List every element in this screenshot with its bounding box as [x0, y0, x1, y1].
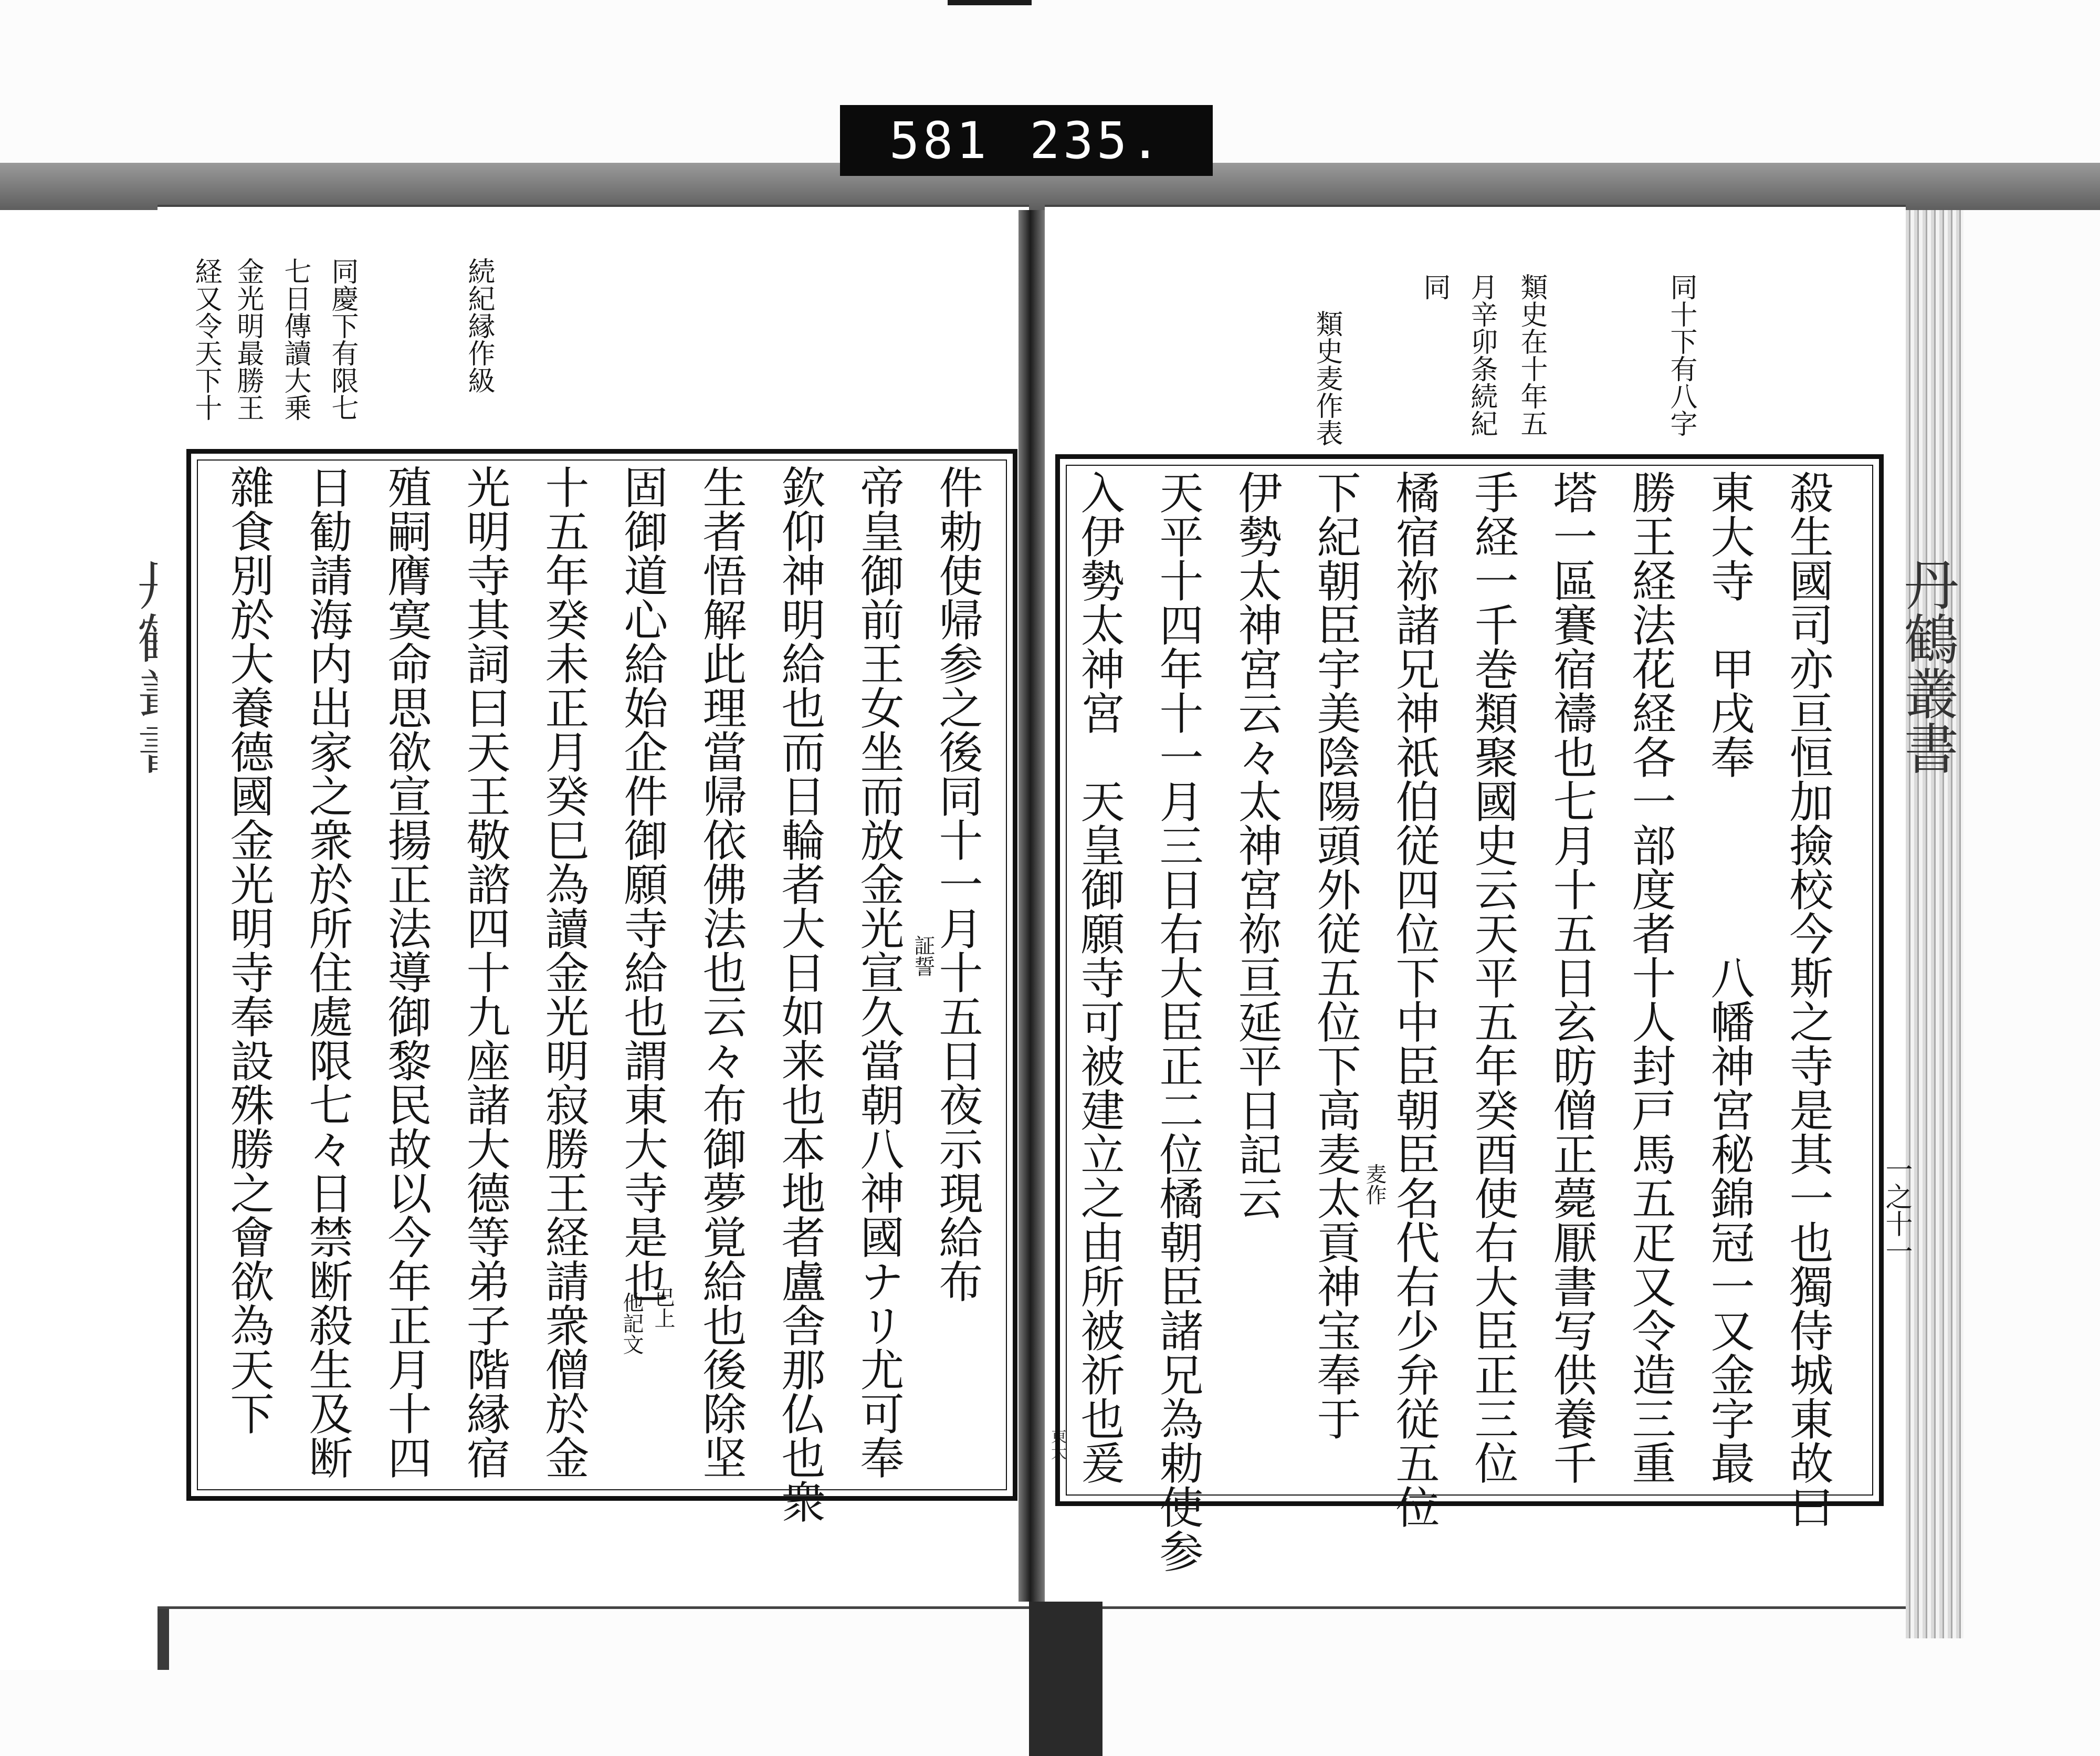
- left-head-note-2: 同慶下有限七: [327, 257, 358, 421]
- left-head-note-3: 七日傳讀大乗: [279, 257, 311, 421]
- right-line-7: 下紀朝臣宇美陰陽頭外従五位下高麦太貢神宝奉于: [1310, 470, 1361, 1440]
- bottom-shadow: [1029, 1602, 1102, 1756]
- left-line-2: 帝皇御前王女坐而放金光宣久當朝八神國ナリ尤可奉: [853, 465, 905, 1479]
- left-head-note-4: 金光明最勝王: [232, 257, 264, 421]
- right-line-6: 橘宿祢諸兄神祇伯従四位下中臣朝臣名代右少弁従五位: [1389, 470, 1440, 1529]
- right-head-note-4: 同: [1419, 273, 1450, 300]
- gutter-note: 東大: [1048, 1428, 1066, 1460]
- left-interlinear-note-2: 他記文: [620, 1292, 644, 1355]
- left-line-5: 固御道心給始企件御願寺給也謂東大寺是也: [617, 465, 668, 1303]
- left-line-1: 件勅使帰参之後同十一月十五日夜示現給布: [932, 465, 983, 1303]
- left-interlinear-note-3: 証誓: [911, 935, 935, 977]
- left-line-10: 雜食別於大養德國金光明寺奉設殊勝之會欲為天下: [223, 465, 275, 1435]
- left-line-7: 光明寺其詞曰天王敬諮四十九座諸大德等弟子階縁宿: [459, 465, 511, 1479]
- left-head-note-5: 経又令天下十: [190, 257, 222, 421]
- right-line-9: 天平十四年十一月三日右大臣正二位橘朝臣諸兄為勅使参: [1152, 470, 1204, 1573]
- right-line-5: 手経一千巻類聚國史云天平五年癸酉使右大臣正三位: [1467, 470, 1519, 1485]
- left-interlinear-note-1: 已上: [651, 1287, 675, 1329]
- right-binding-title: 丹鶴叢書: [1895, 557, 1959, 775]
- film-label-left: 581: [889, 111, 990, 170]
- right-interlinear-note: 麦作: [1362, 1163, 1387, 1205]
- right-line-4: 塔一區賽宿禱也七月十五日玄昉僧正薨厭書写供養千: [1546, 470, 1598, 1485]
- right-head-note-3: 月辛卯条続紀: [1466, 273, 1497, 437]
- film-label-right: 235.: [1030, 111, 1164, 170]
- left-line-3: 欽仰神明給也而日輪者大日如来也本地者盧舎那仏也衆: [774, 465, 826, 1523]
- top-tab-mark: [948, 0, 1032, 5]
- left-line-6: 十五年癸未正月癸巳為讀金光明寂勝王経請衆僧於金: [538, 465, 590, 1479]
- right-head-note-1: 同十下有八字: [1665, 273, 1697, 437]
- right-line-8: 伊勢太神宮云々太神宮祢亘延平日記云: [1231, 470, 1283, 1220]
- left-line-4: 生者悟解此理當帰依佛法也云々布御夢覚給也後除坚: [696, 465, 747, 1479]
- right-page-number: 一之十一: [1881, 1155, 1912, 1264]
- book-gutter: [1018, 210, 1045, 1602]
- left-binding-edge: [0, 210, 169, 1670]
- right-line-2: 東大寺 甲戌奉 八幡神宮秘錦冠一又金字最: [1704, 470, 1755, 1485]
- left-line-9: 日勧請海内出家之衆於所住處限七々日禁断殺生及断: [302, 465, 353, 1479]
- left-head-note-1: 続紀縁作級: [463, 257, 495, 394]
- right-line-1: 殺生國司亦亘恒加撿校今斯之寺是其一也獨侍城東故曰: [1782, 470, 1834, 1529]
- left-line-8: 殖嗣膺寞命思欲宣揚正法導御黎民故以今年正月十四: [381, 465, 432, 1479]
- right-head-note-5: 類史麦作表: [1311, 310, 1342, 446]
- right-binding-edge: [1906, 210, 1964, 1638]
- right-line-3: 勝王経法花経各一部度者十人封戸馬五疋又令造三重: [1625, 470, 1676, 1485]
- film-frame-label: [840, 105, 1213, 176]
- right-head-note-2: 類史在十年五: [1516, 273, 1547, 437]
- right-line-10: 入伊勢太神宮 天皇御願寺可被建立之由所被祈也爰: [1074, 470, 1125, 1485]
